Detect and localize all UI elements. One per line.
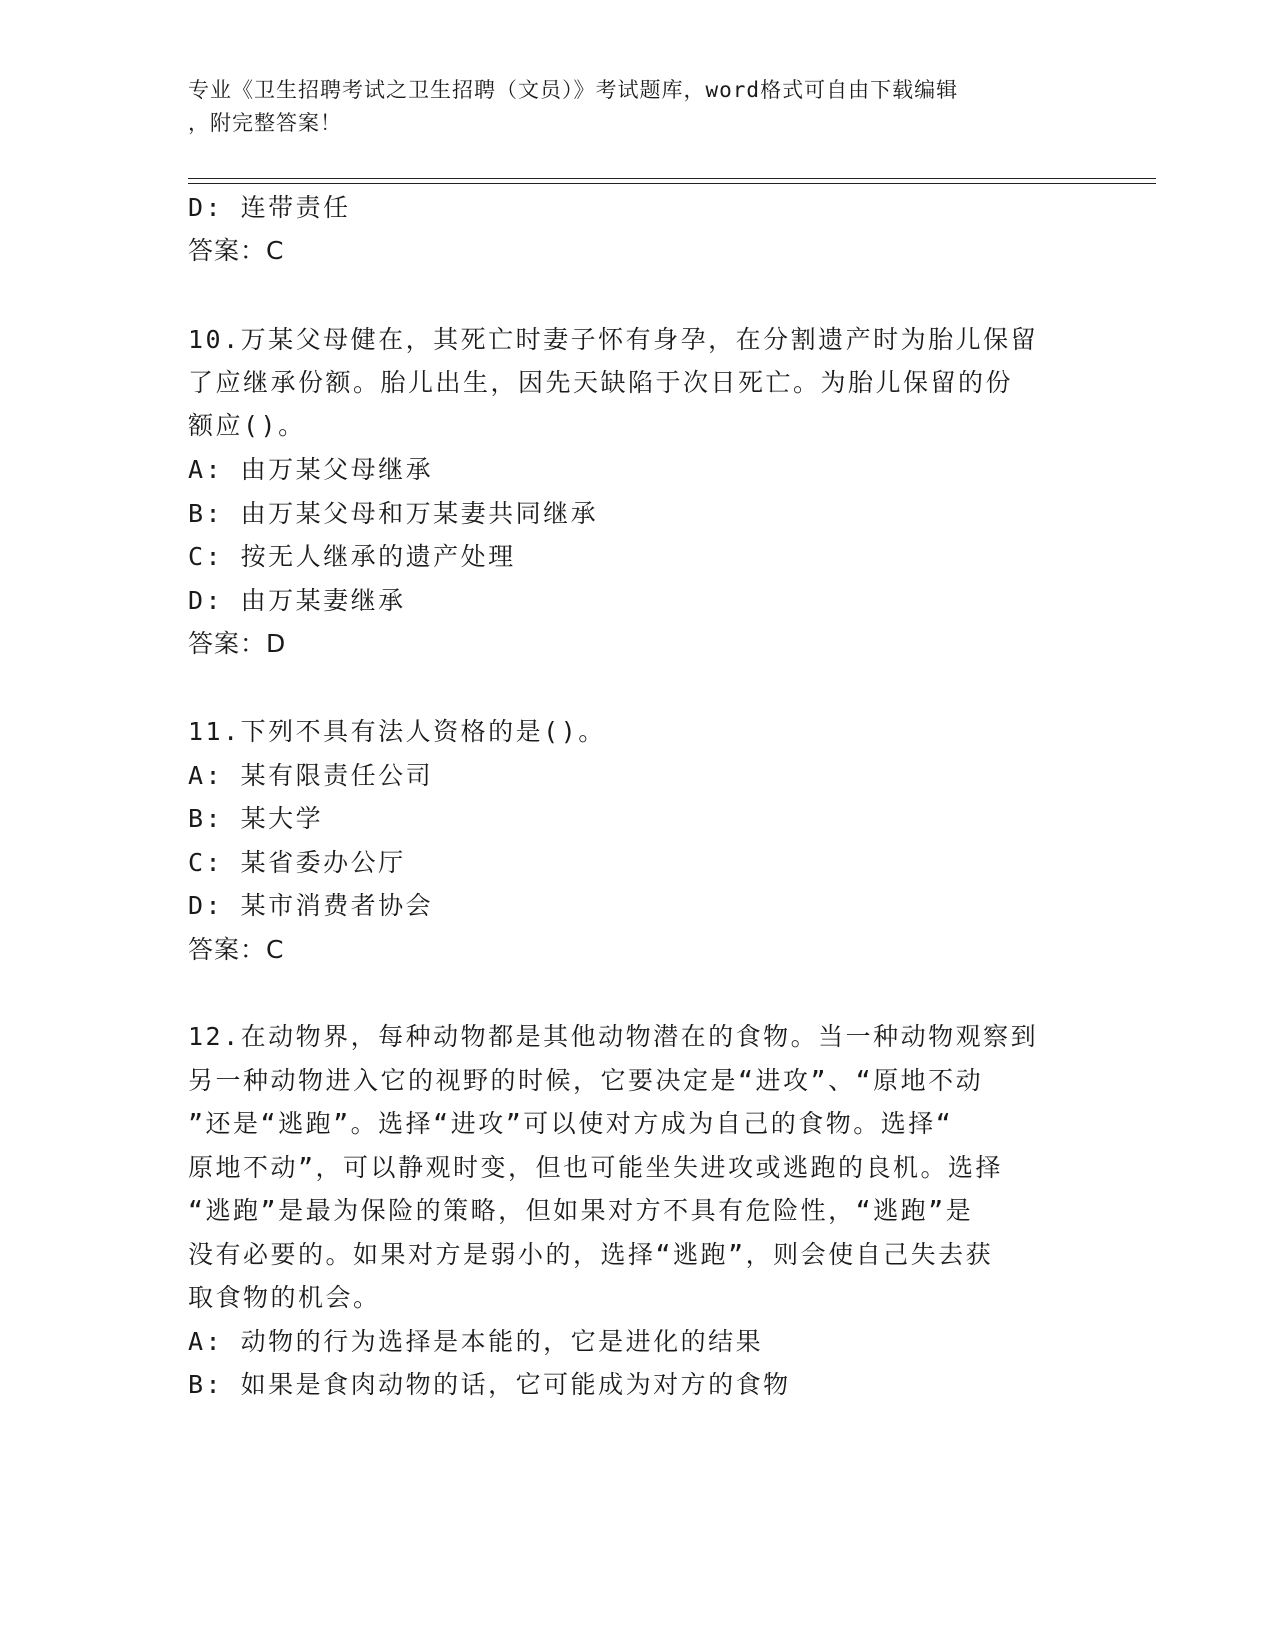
q10-stem-line-1: 10.万某父母健在，其死亡时妻子怀有身孕，在分割遗产时为胎儿保留 <box>188 325 1039 354</box>
q11-answer: 答案：C <box>188 935 285 964</box>
q11-stem: 11.下列不具有法人资格的是()。 <box>188 717 606 746</box>
q12-stem-line-1: 12.在动物界，每种动物都是其他动物潜在的食物。当一种动物观察到 <box>188 1022 1039 1051</box>
document-header <box>188 74 1088 140</box>
q12-stem-line-2: 另一种动物进入它的视野的时候，它要决定是“进攻”、“原地不动 <box>188 1066 984 1095</box>
q10-stem-line-2: 了应继承份额。胎儿出生，因先天缺陷于次日死亡。为胎儿保留的份 <box>188 368 1014 397</box>
q12-option-a: A: 动物的行为选择是本能的，它是进化的结果 <box>188 1327 764 1356</box>
header-divider-top <box>188 178 1156 179</box>
q10-answer: 答案：D <box>188 629 287 658</box>
header-line-2: ，附完整答案！ <box>188 111 342 135</box>
q11-option-a: A: 某有限责任公司 <box>188 761 434 790</box>
q11-option-b: B: 某大学 <box>188 804 324 833</box>
header-line-1: 专业《卫生招聘考试之卫生招聘（文员）》考试题库，word格式可自由下载编辑 <box>188 78 959 102</box>
q10-option-d: D: 由万某妻继承 <box>188 586 406 615</box>
header-divider-bottom <box>188 183 1156 184</box>
q9-option-d: D: 连带责任 <box>188 193 351 222</box>
q12-option-b: B: 如果是食肉动物的话，它可能成为对方的食物 <box>188 1370 791 1399</box>
q11-option-d: D: 某市消费者协会 <box>188 891 434 920</box>
q12-stem-line-5: “逃跑”是最为保险的策略，但如果对方不具有危险性，“逃跑”是 <box>188 1196 974 1225</box>
q10-option-c: C: 按无人继承的遗产处理 <box>188 542 516 571</box>
q12-stem-line-7: 取食物的机会。 <box>188 1283 381 1312</box>
q12-stem-line-6: 没有必要的。如果对方是弱小的，选择“逃跑”，则会使自己失去获 <box>188 1240 994 1269</box>
q12-stem-line-4: 原地不动”，可以静观时变，但也可能坐失进攻或逃跑的良机。选择 <box>188 1153 1004 1182</box>
q10-stem-line-3: 额应()。 <box>188 411 306 440</box>
q10-option-b: B: 由万某父母和万某妻共同继承 <box>188 499 599 528</box>
q9-answer: 答案：C <box>188 236 285 265</box>
q11-option-c: C: 某省委办公厅 <box>188 848 406 877</box>
q10-option-a: A: 由万某父母继承 <box>188 455 434 484</box>
q12-stem-line-3: ”还是“逃跑”。选择“进攻”可以使对方成为自己的食物。选择“ <box>188 1109 954 1138</box>
